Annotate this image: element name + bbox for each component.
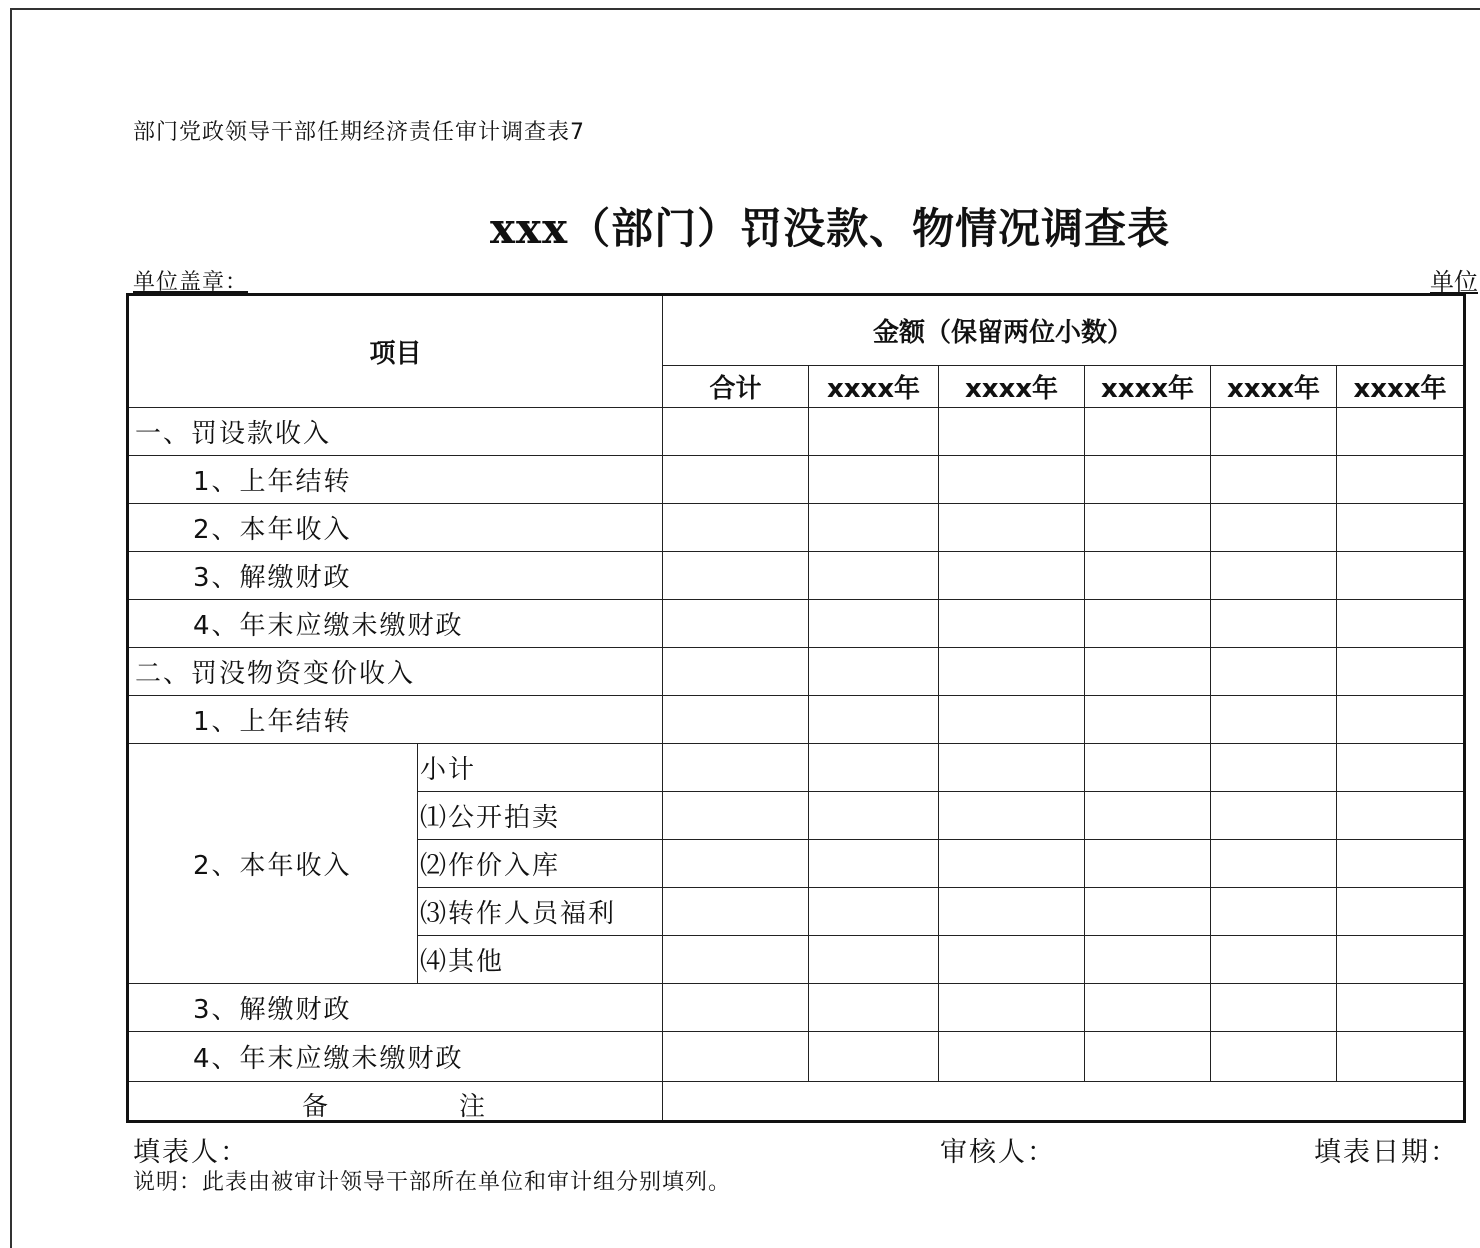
column-header-year: xxxx年 — [1085, 366, 1211, 408]
sub-row-label: ⑶转作人员福利 — [418, 888, 663, 936]
amount-cell[interactable] — [1211, 792, 1337, 840]
amount-cell[interactable] — [663, 456, 809, 504]
amount-cell[interactable] — [1211, 1032, 1337, 1082]
amount-cell[interactable] — [1211, 552, 1337, 600]
amount-cell[interactable] — [1337, 936, 1465, 984]
amount-cell[interactable] — [1337, 1032, 1465, 1082]
amount-cell[interactable] — [1211, 648, 1337, 696]
amount-cell[interactable] — [1211, 888, 1337, 936]
amount-cell[interactable] — [663, 600, 809, 648]
amount-cell[interactable] — [809, 792, 939, 840]
amount-cell[interactable] — [663, 744, 809, 792]
table-row — [128, 696, 1465, 744]
amount-cell[interactable] — [809, 552, 939, 600]
amount-cell[interactable] — [1211, 840, 1337, 888]
amount-cell[interactable] — [809, 456, 939, 504]
amount-cell[interactable] — [809, 984, 939, 1032]
amount-cell[interactable] — [1337, 984, 1465, 1032]
amount-cell[interactable] — [939, 600, 1085, 648]
amount-cell[interactable] — [809, 888, 939, 936]
row-label: 3、解缴财政 — [128, 984, 663, 1032]
table-row — [128, 984, 1465, 1032]
remark-cell[interactable] — [663, 1082, 1465, 1122]
amount-cell[interactable] — [1085, 1032, 1211, 1082]
table-row — [128, 744, 1465, 792]
amount-cell[interactable] — [1337, 888, 1465, 936]
amount-cell[interactable] — [663, 648, 809, 696]
amount-cell[interactable] — [663, 888, 809, 936]
reviewer-label: 审核人： — [940, 1137, 1056, 1168]
fill-date-label: 填表日期： — [1314, 1137, 1459, 1168]
amount-cell[interactable] — [1211, 456, 1337, 504]
amount-cell[interactable] — [663, 1032, 809, 1082]
amount-cell[interactable] — [1337, 696, 1465, 744]
amount-cell[interactable] — [1337, 648, 1465, 696]
amount-cell[interactable] — [939, 984, 1085, 1032]
amount-cell[interactable] — [809, 840, 939, 888]
column-header-year: xxxx年 — [1337, 366, 1465, 408]
filler-label: 填表人： — [133, 1137, 249, 1168]
row-label: 2、本年收入 — [128, 504, 663, 552]
amount-cell[interactable] — [663, 504, 809, 552]
amount-cell[interactable] — [1337, 408, 1465, 456]
amount-cell[interactable] — [1085, 696, 1211, 744]
amount-cell[interactable] — [939, 936, 1085, 984]
amount-cell[interactable] — [1211, 984, 1337, 1032]
amount-cell[interactable] — [1211, 696, 1337, 744]
row-label: 4、年末应缴未缴财政 — [128, 1032, 663, 1082]
amount-cell[interactable] — [663, 936, 809, 984]
remark-label-part: 备 — [302, 1092, 329, 1122]
amount-cell[interactable] — [1085, 984, 1211, 1032]
amount-cell[interactable] — [939, 840, 1085, 888]
amount-cell[interactable] — [809, 1032, 939, 1082]
amount-cell[interactable] — [1211, 408, 1337, 456]
amount-cell[interactable] — [939, 744, 1085, 792]
amount-cell[interactable] — [1337, 792, 1465, 840]
row-label: 1、上年结转 — [128, 456, 663, 504]
amount-cell[interactable] — [939, 792, 1085, 840]
amount-cell[interactable] — [939, 696, 1085, 744]
column-header-total: 合计 — [663, 366, 809, 408]
sub-row-label: ⑵作价入库 — [418, 840, 663, 888]
table-row — [128, 1032, 1465, 1082]
amount-cell[interactable] — [1337, 840, 1465, 888]
amount-cell[interactable] — [809, 744, 939, 792]
amount-cell[interactable] — [1085, 552, 1211, 600]
amount-cell[interactable] — [1211, 504, 1337, 552]
table-row — [128, 600, 1465, 648]
amount-cell[interactable] — [1337, 600, 1465, 648]
amount-cell[interactable] — [1085, 456, 1211, 504]
survey-table — [126, 293, 1466, 1123]
remark-label-part: 注 — [459, 1092, 486, 1122]
row-label: 一、罚设款收入 — [128, 408, 663, 456]
table-row — [128, 456, 1465, 504]
amount-cell[interactable] — [1085, 936, 1211, 984]
column-header-year: xxxx年 — [939, 366, 1085, 408]
remark-label-cell — [128, 1082, 663, 1122]
table-row — [128, 1082, 1465, 1122]
amount-cell[interactable] — [663, 984, 809, 1032]
amount-cell[interactable] — [939, 504, 1085, 552]
amount-cell[interactable] — [1085, 744, 1211, 792]
table-row — [128, 552, 1465, 600]
amount-cell[interactable] — [1085, 600, 1211, 648]
row-label: 1、上年结转 — [128, 696, 663, 744]
table-row — [128, 504, 1465, 552]
table-row — [128, 408, 1465, 456]
amount-cell[interactable] — [1211, 600, 1337, 648]
amount-cell[interactable] — [663, 408, 809, 456]
amount-cell[interactable] — [809, 504, 939, 552]
header-amount — [663, 295, 1465, 366]
amount-cell[interactable] — [939, 888, 1085, 936]
header-item: 项目 — [128, 295, 663, 408]
form-number-caption: 部门党政领导干部任期经济责任审计调查表7 — [133, 120, 585, 145]
sub-row-label: ⑷其他 — [418, 936, 663, 984]
row-label: 3、解缴财政 — [128, 552, 663, 600]
amount-cell[interactable] — [1337, 552, 1465, 600]
sub-row-label: 小计 — [418, 744, 663, 792]
amount-cell[interactable] — [939, 456, 1085, 504]
amount-cell[interactable] — [1337, 504, 1465, 552]
amount-cell[interactable] — [939, 1032, 1085, 1082]
amount-cell[interactable] — [1085, 840, 1211, 888]
amount-cell[interactable] — [809, 648, 939, 696]
amount-cell[interactable] — [1211, 744, 1337, 792]
unit-label: 单位 — [1430, 268, 1478, 296]
amount-cell[interactable] — [809, 936, 939, 984]
amount-cell[interactable] — [809, 408, 939, 456]
amount-cell[interactable] — [663, 840, 809, 888]
table-row — [128, 648, 1465, 696]
amount-cell[interactable] — [1085, 792, 1211, 840]
amount-cell[interactable] — [939, 552, 1085, 600]
amount-cell[interactable] — [1337, 456, 1465, 504]
amount-cell[interactable] — [663, 552, 809, 600]
amount-cell[interactable] — [1337, 744, 1465, 792]
instruction-note: 说明：此表由被审计领导干部所在单位和审计组分别填列。 — [133, 1170, 732, 1195]
sub-row-label: ⑴公开拍卖 — [418, 792, 663, 840]
row-label: 4、年末应缴未缴财政 — [128, 600, 663, 648]
amount-cell[interactable] — [663, 696, 809, 744]
row-label: 二、罚没物资变价收入 — [128, 648, 663, 696]
column-header-year: xxxx年 — [809, 366, 939, 408]
column-header-year: xxxx年 — [1211, 366, 1337, 408]
amount-cell[interactable] — [1211, 936, 1337, 984]
header-amount-label: 金额（保留两位小数） — [872, 318, 1133, 348]
amount-cell[interactable] — [1085, 888, 1211, 936]
amount-cell[interactable] — [939, 648, 1085, 696]
amount-cell[interactable] — [663, 792, 809, 840]
amount-cell[interactable] — [939, 408, 1085, 456]
amount-cell[interactable] — [1085, 648, 1211, 696]
amount-cell[interactable] — [809, 600, 939, 648]
amount-cell[interactable] — [1085, 504, 1211, 552]
seal-label: 单位盖章： — [133, 270, 249, 295]
amount-cell[interactable] — [1085, 408, 1211, 456]
document-title: xxx（部门）罚没款、物情况调查表 — [490, 204, 1171, 253]
row-group-label: 2、本年收入 — [128, 744, 418, 984]
amount-cell[interactable] — [809, 696, 939, 744]
